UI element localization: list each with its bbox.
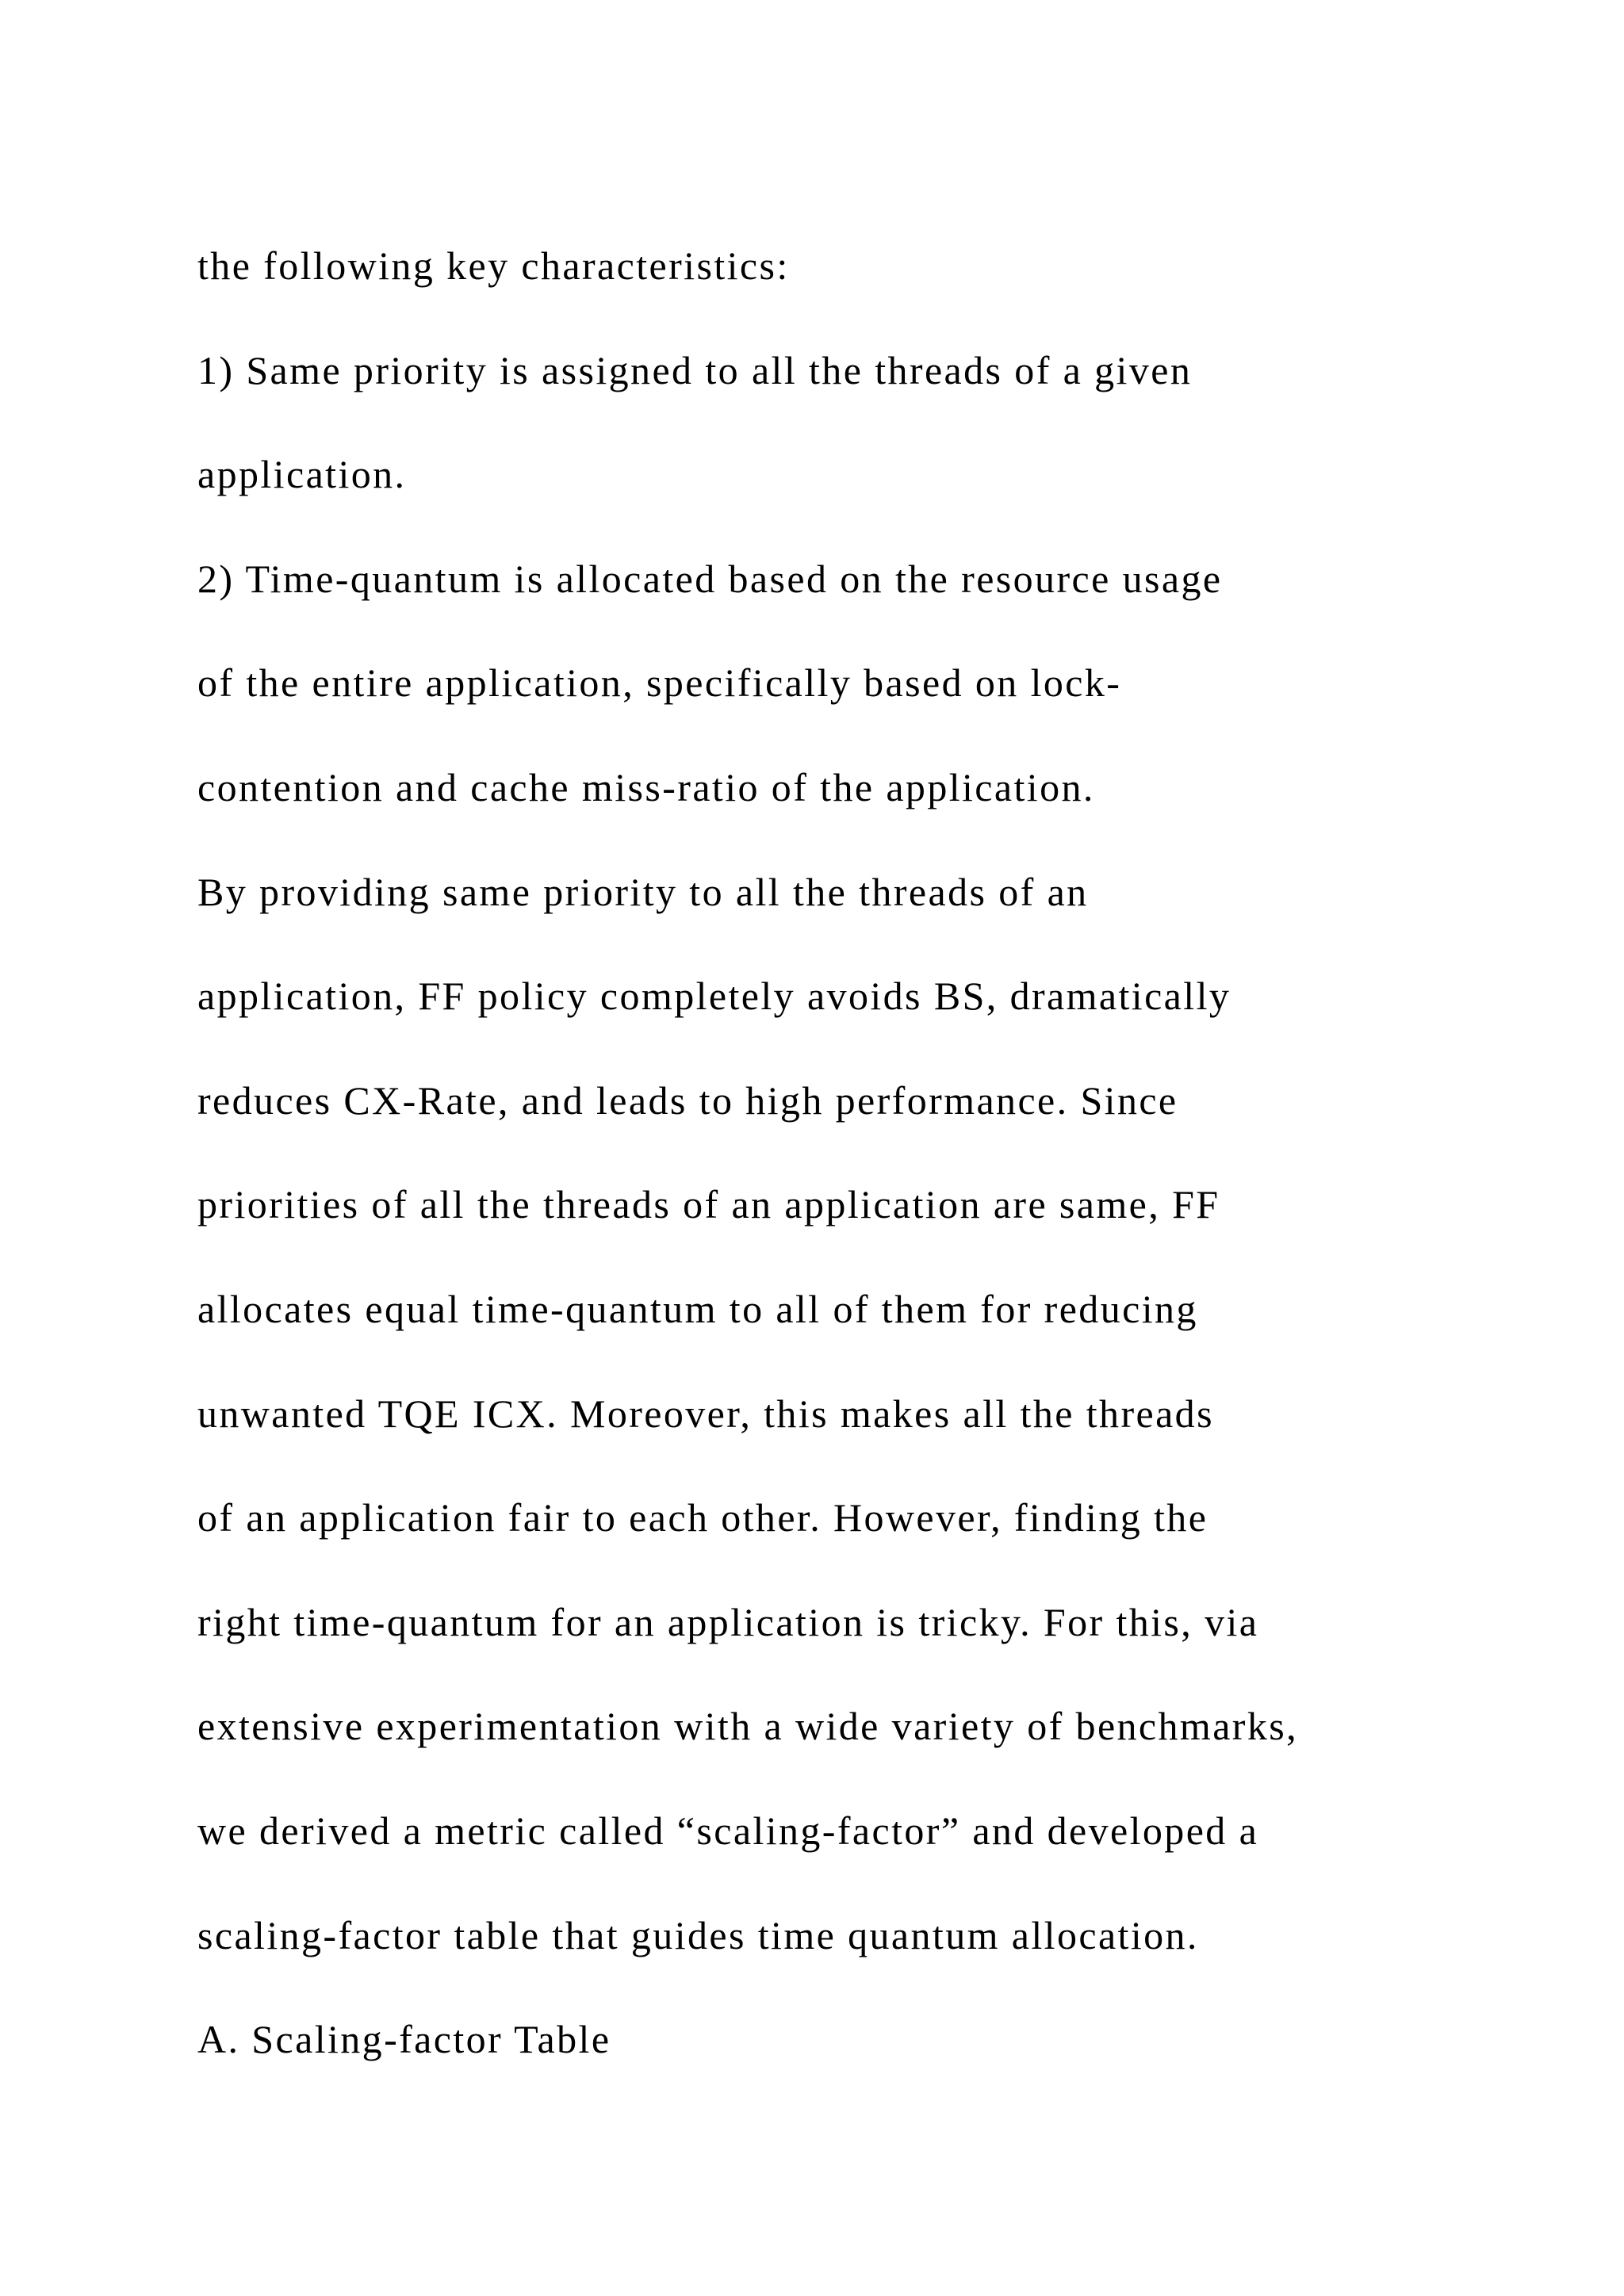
- paragraph-line: unwanted TQE ICX. Moreover, this makes all the threads: [197, 1391, 1214, 1436]
- list-item-1: 1) Same priority is assigned to all the threads of a given: [197, 347, 1193, 392]
- paragraph-line: By providing same priority to all the threads of an: [197, 869, 1089, 914]
- paragraph-line: priorities of all the threads of an application are same, FF: [197, 1182, 1220, 1227]
- section-heading: A. Scaling-factor Table: [197, 2017, 611, 2062]
- list-item-2: 2) Time-quantum is allocated based on the resource usage: [197, 556, 1223, 601]
- paragraph-line: reduces CX-Rate, and leads to high performance. Since: [197, 1077, 1178, 1123]
- text-line: contention and cache miss-ratio of the application.: [197, 764, 1095, 809]
- body-text: [197, 239, 1609, 2118]
- text-line: of the entire application, specifically based on lock-: [197, 660, 1122, 706]
- text-line: application.: [197, 452, 407, 497]
- paragraph-line: we derived a metric called “scaling-factor” and developed a: [197, 1808, 1259, 1853]
- paragraph-line: of an application fair to each other. However, finding the: [197, 1495, 1208, 1540]
- paragraph-line: extensive experimentation with a wide variety of benchmarks,: [197, 1704, 1299, 1749]
- paragraph-line: scaling-factor table that guides time quantum allocation.: [197, 1912, 1199, 1957]
- paragraph-line: allocates equal time-quantum to all of them for reducing: [197, 1286, 1198, 1331]
- text-line: the following key characteristics:: [197, 243, 790, 288]
- paragraph-line: right time-quantum for an application is tricky. For this, via: [197, 1599, 1259, 1644]
- paragraph-line: application, FF policy completely avoids BS, dramatically: [197, 974, 1231, 1019]
